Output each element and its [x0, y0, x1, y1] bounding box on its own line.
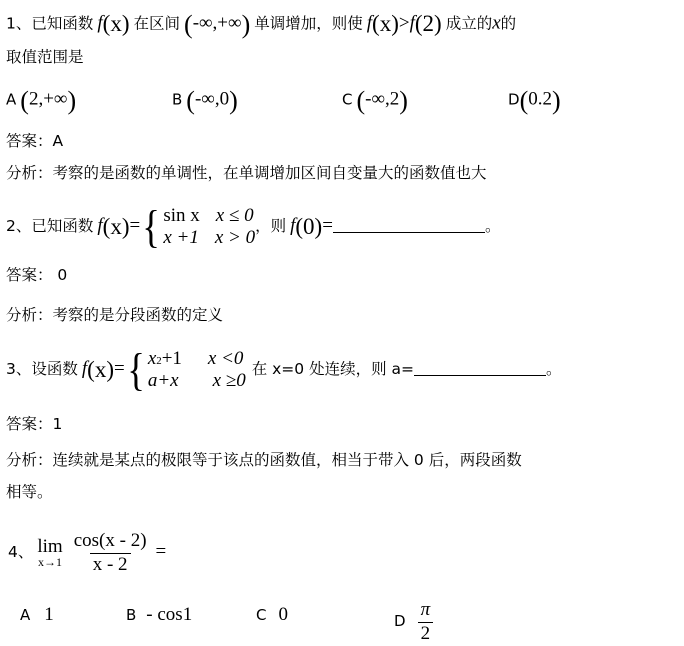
- q3-brace: {: [126, 344, 145, 396]
- q3-answer: 答案：1: [6, 415, 63, 433]
- q1-option-d[interactable]: [508, 86, 561, 116]
- q1-ineq-x: (x): [372, 11, 399, 37]
- q4-fraction-denominator: x - 2: [90, 553, 131, 576]
- q2-case-1-cond: x ≤ 0: [215, 205, 254, 226]
- q1-option-d-label: D: [508, 90, 520, 109]
- q2-function-symbol: f: [97, 215, 103, 237]
- q1-option-a-value: 2,+∞: [28, 88, 68, 110]
- q4-option-d-label: D: [394, 612, 406, 631]
- q4-option-b-value: - cos1: [146, 604, 193, 625]
- q3-piecewise: [125, 344, 246, 396]
- q2-answer-blank[interactable]: [333, 217, 485, 233]
- q4-option-d[interactable]: [394, 600, 435, 645]
- q2-fzero-f: f: [290, 215, 296, 237]
- q4-limit-operator: [37, 537, 62, 569]
- q2-text-b: ，则: [255, 217, 287, 236]
- q2-case-2: [163, 227, 255, 249]
- q1-text-e: 的: [500, 14, 517, 33]
- q4-option-c-label: C: [256, 606, 267, 624]
- q3-case-1-cond: x <0: [207, 348, 244, 369]
- q3-analysis-line-2: 相等。: [6, 483, 53, 501]
- q4-option-a-label: A: [20, 606, 31, 624]
- q1-option-b-close: ): [229, 86, 238, 115]
- q1-option-b[interactable]: [172, 86, 238, 116]
- q4-option-d-denominator: 2: [418, 622, 434, 645]
- q4-option-d-fraction: [418, 600, 434, 645]
- q1-option-b-value: -∞,0: [194, 88, 230, 110]
- q4-option-c-value: 0: [278, 604, 288, 625]
- q1-option-c-label: C: [342, 90, 353, 109]
- q2-fzero-eq: =: [322, 215, 333, 237]
- q1-text-c: 单调增加，则使: [254, 14, 363, 33]
- q1-interval-close: ): [241, 10, 251, 39]
- q1-function-arg: (x): [102, 11, 130, 37]
- q4-option-d-numerator: π: [420, 599, 431, 620]
- q3-number: 3、: [6, 360, 32, 379]
- q3-answer-blank[interactable]: [414, 360, 546, 376]
- q2-text-a: 已知函数: [31, 217, 94, 236]
- q1-option-d-close: ): [551, 86, 561, 115]
- q4-option-c[interactable]: [256, 604, 288, 626]
- q1-number: 1、: [6, 14, 32, 33]
- q2-case-1: [163, 205, 255, 227]
- q2-function-arg: (x): [102, 213, 130, 239]
- question-1-line-2: 取值范围是: [6, 48, 84, 66]
- q1-ineq-f: f: [366, 12, 373, 34]
- q1-option-b-label: B: [172, 90, 183, 109]
- q4-option-a[interactable]: [20, 604, 54, 626]
- q1-interval-value: -∞,+∞: [192, 12, 242, 34]
- q4-fraction: [71, 531, 150, 576]
- q4-fraction-numerator: cos(x - 2): [73, 530, 147, 551]
- q1-option-c-close: ): [399, 86, 408, 115]
- q1-option-d-value: 0.2: [528, 88, 552, 110]
- q1-answer: 答案：A: [6, 132, 64, 150]
- q2-cases: [163, 205, 255, 250]
- q2-analysis: 分析：考察的是分段函数的定义: [6, 306, 224, 324]
- q2-case-2-expr: x +1: [163, 227, 199, 249]
- q1-option-b-open: (: [186, 86, 195, 115]
- q1-ineq-f2: f: [409, 12, 415, 34]
- q3-text-b: 在 x=0 处连续，则 a=: [251, 360, 414, 379]
- q1-option-d-open: (: [519, 86, 529, 115]
- q2-equals: =: [129, 215, 141, 237]
- q3-case-1-base: x: [147, 348, 157, 369]
- q3-text-a: 设函数: [31, 360, 78, 379]
- q3-function-arg: (x): [87, 356, 114, 382]
- q2-answer: 答案： 0: [6, 266, 68, 284]
- q1-function-symbol: f: [97, 12, 103, 34]
- q2-fzero-arg: (0): [295, 213, 323, 239]
- q1-option-a[interactable]: [6, 86, 76, 116]
- q1-option-c-value: -∞,2: [365, 88, 400, 110]
- q1-text-b: 在区间: [133, 14, 181, 33]
- q3-case-1-exponent: 2: [156, 355, 162, 367]
- q4-number: 4、: [8, 543, 34, 562]
- q4-option-b-label: B: [126, 606, 137, 624]
- q2-piecewise: [140, 201, 256, 253]
- q4-option-b[interactable]: [126, 604, 192, 626]
- q3-period: 。: [546, 360, 562, 379]
- q4-option-a-value: 1: [44, 604, 54, 625]
- q1-option-a-open: (: [20, 86, 29, 115]
- q4-limit-subscript: x→1: [38, 555, 63, 570]
- q3-case-1-rest: +1: [161, 348, 182, 369]
- q2-brace: {: [142, 201, 161, 253]
- q1-option-c-open: (: [356, 86, 366, 115]
- question-1-line-1: [6, 10, 516, 40]
- q2-case-2-cond: x > 0: [214, 227, 256, 249]
- q3-function-symbol: f: [81, 358, 88, 380]
- q3-cases: [148, 348, 246, 393]
- q2-case-1-expr: sin x: [163, 205, 200, 226]
- q1-option-a-label: A: [6, 90, 17, 109]
- q1-analysis: 分析：考察的是函数的单调性，在单调增加区间自变量大的函数值也大: [6, 164, 487, 182]
- q3-case-2-cond: x ≥0: [212, 370, 246, 392]
- q1-ineq-2: (2): [414, 11, 442, 37]
- q1-text-d: 成立的: [445, 14, 493, 33]
- q1-var-x: x: [492, 12, 501, 34]
- q3-case-1: [148, 348, 246, 370]
- q3-case-2: [148, 370, 246, 392]
- q4-equals: =: [155, 541, 167, 563]
- q3-case-2-expr: a+x: [147, 370, 179, 392]
- q3-equals: =: [114, 358, 125, 380]
- q1-ineq-gt: >: [398, 12, 410, 34]
- q1-interval-open: (: [184, 10, 193, 39]
- question-3-line: [6, 344, 562, 396]
- q1-text-a: 已知函数: [31, 14, 94, 33]
- q3-analysis-line-1: 分析：连续就是某点的极限等于该点的函数值，相当于带入 0 后，两段函数: [6, 451, 522, 469]
- q1-option-a-close: ): [67, 86, 77, 115]
- question-2-line: [6, 201, 501, 253]
- q4-limit-lim: lim: [37, 536, 63, 558]
- q1-option-c[interactable]: [342, 86, 408, 116]
- q2-number: 2、: [6, 217, 32, 236]
- q2-period: 。: [484, 217, 501, 236]
- question-4-line: [8, 531, 166, 576]
